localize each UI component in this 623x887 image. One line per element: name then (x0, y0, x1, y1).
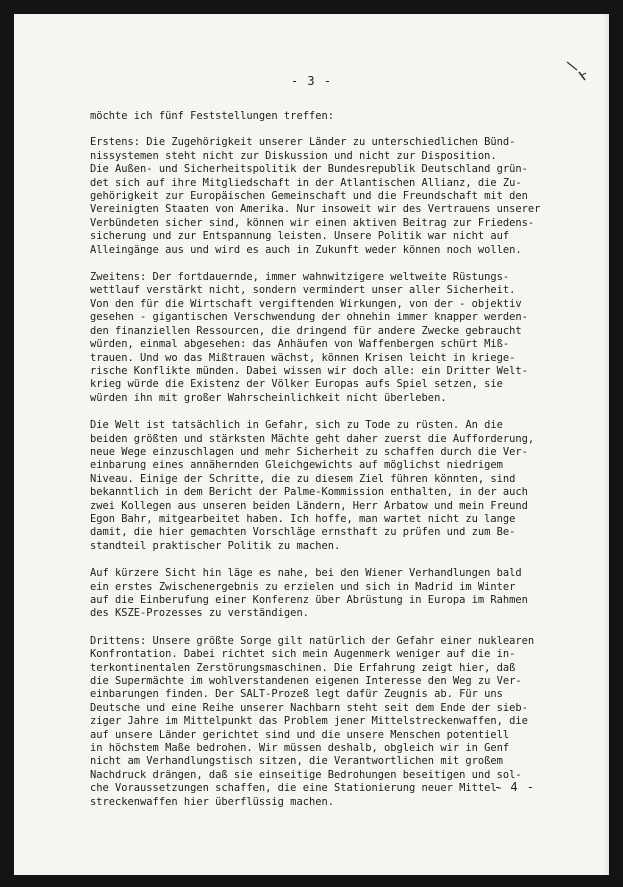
paragraph (90, 567, 575, 621)
text-line: zwei Kollegen aus unseren beiden Ländern, Herr Arbatow und mein Freund (90, 499, 528, 512)
paragraph (90, 271, 575, 405)
text-line: Auf kürzere Sicht hin läge es nahe, bei den Wiener Verhandlungen bald (90, 567, 522, 580)
text-line: nissystemen steht nicht zur Diskussion und nicht zur Disposition. (90, 149, 497, 162)
text-line: ziger Jahre im Mittelpunkt das Problem jener Mittelstreckenwaffen, die (90, 715, 528, 728)
text-line: Die Außen- und Sicherheitspolitik der Bundesrepublik Deutschland grün- (90, 163, 528, 176)
text-line: krieg würde die Existenz der Völker Europas aufs Spiel setzen, sie (90, 378, 503, 391)
text-line: die Supermächte im wohlverstandenen eigenen Interesse den Weg zu Ver- (90, 675, 522, 688)
text-line: würden, einmal abgesehen: das Anhäufen von Waffenbergen schürt Miß- (90, 338, 510, 351)
paragraph (90, 110, 575, 123)
text-line: neue Wege einzuschlagen und mehr Sicherheit zu schaffen durch die Ver- (90, 445, 528, 458)
document-page (14, 14, 609, 875)
document-body (90, 110, 575, 823)
text-line: Zweitens: Der fortdauernde, immer wahnwitzigere weltweite Rüstungs- (90, 271, 510, 284)
page-number: - 3 - (290, 74, 333, 88)
text-line: Nachdruck drängen, daß sie einseitige Bedrohungen beseitigen und sol- (90, 768, 522, 781)
text-line: gesehen - gigantischen Verschwendung der ohnehin immer knapper werden- (90, 311, 528, 324)
scan-edge-shadow (603, 14, 609, 875)
text-line: streckenwaffen hier überflüssig machen. (90, 795, 334, 808)
text-line: beiden größten und stärksten Mächte geht daher zuerst die Aufforderung, (90, 432, 535, 445)
text-line: Alleingänge aus und wird es auch in Zukunft weder können noch wollen. (90, 243, 522, 256)
text-line: Die Welt ist tatsächlich in Gefahr, sich zu Tode zu rüsten. An die (90, 419, 503, 432)
text-line: bekanntlich in dem Bericht der Palme-Kommission enthalten, in der auch (90, 486, 528, 499)
text-line: wettlauf verstärkt nicht, sondern vermindert unser aller Sicherheit. (90, 284, 516, 297)
text-line: damit, die hier gemachten Vorschläge ernsthaft zu prüfen und zum Be- (90, 526, 516, 539)
text-line: ein erstes Zwischenergebnis zu erzielen und sich in Madrid im Winter (90, 580, 516, 593)
text-line: Von den für die Wirtschaft vergiftenden Wirkungen, von der - objektiv (90, 297, 522, 310)
text-line: einbarungen finden. Der SALT-Prozeß legt dafür Zeugnis ab. Für uns (90, 688, 503, 701)
text-line: sicherung und zur Entspannung leisten. Unsere Politik war nicht auf (90, 230, 510, 243)
text-line: den finanziellen Ressourcen, die dringend für andere Zwecke gebraucht (90, 324, 522, 337)
text-line: standteil praktischer Politik zu machen. (90, 539, 341, 552)
text-line: Niveau. Einige der Schritte, die zu diesem Ziel führen könnten, sind (90, 472, 516, 485)
text-line: Egon Bahr, mitgearbeitet haben. Ich hoffe, man wartet nicht zu lange (90, 512, 516, 525)
text-line: Erstens: Die Zugehörigkeit unserer Länder zu unterschiedlichen Bünd- (90, 136, 516, 149)
text-line: des KSZE-Prozesses zu verständigen. (90, 607, 309, 620)
text-line: che Voraussetzungen schaffen, die eine Stationierung neuer Mittel- (90, 782, 503, 795)
text-line: auf die Einberufung einer Konferenz über Abrüstung in Europa im Rahmen (90, 594, 528, 606)
text-line: in höchstem Maße bedrohen. Wir müssen deshalb, obgleich wir in Genf (90, 742, 510, 755)
text-line: Verbündeten sicher sind, können wir einen aktiven Beitrag zur Friedens- (90, 216, 535, 229)
paragraph (90, 419, 575, 553)
text-line: terkontinentalen Zerstörungsmaschinen. Die Erfahrung zeigt hier, daß (90, 661, 516, 674)
text-line: möchte ich fünf Feststellungen treffen: (90, 110, 334, 122)
text-line: Konfrontation. Dabei richtet sich mein Augenmerk weniger auf die in- (90, 648, 516, 661)
text-line: rische Konflikte münden. Dabei wissen wir doch alle: ein Dritter Welt- (90, 364, 528, 377)
text-line: trauen. Und wo das Mißtrauen wächst, können Krisen leicht in kriege- (90, 351, 516, 364)
text-line: auf unsere Länder gerichtet sind und die unsere Menschen potentiell (90, 728, 510, 741)
text-line: würden ihn mit großer Wahrscheinlichkeit nicht überleben. (90, 391, 447, 404)
paragraph (90, 136, 575, 257)
text-line: Drittens: Unsere größte Sorge gilt natürlich der Gefahr einer nuklearen (90, 634, 535, 647)
text-line: einbarung eines annähernden Gleichgewichts auf möglichst niedrigem (90, 459, 503, 472)
text-line: det sich auf ihre Mitgliedschaft in der Atlantischen Allianz, die Zu- (90, 176, 522, 189)
text-line: nicht am Verhandlungstisch sitzen, die Verantwortlichen mit großem (90, 755, 503, 768)
text-line: gehörigkeit zur Europäischen Gemeinschaft und die Freundschaft mit den (90, 190, 528, 203)
next-page-marker: - 4 - (493, 780, 535, 794)
text-line: Vereinigten Staaten von Amerika. Nur insoweit wir des Vertrauens unserer (90, 203, 541, 216)
text-line: Deutsche und eine Reihe unserer Nachbarn steht seit dem Ende der sieb- (90, 701, 528, 714)
